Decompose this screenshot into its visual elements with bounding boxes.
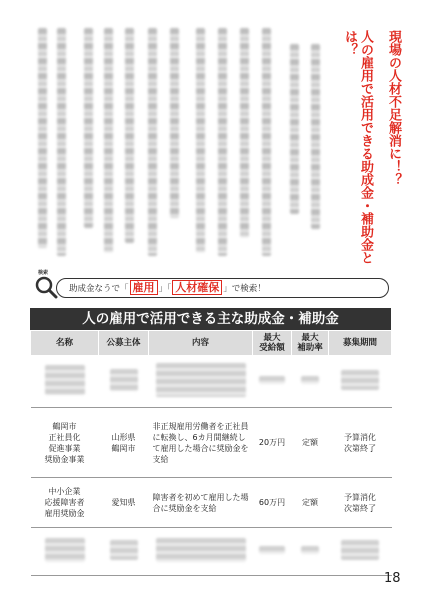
subsidy-table (30, 330, 392, 576)
row-rate: 定額 (292, 478, 329, 528)
row-content: 障害者を初めて雇用した場合に奨励金を支給 (149, 478, 253, 528)
magnifier-icon (34, 275, 58, 299)
search-banner (30, 269, 392, 303)
row-org: 山形県 鶴岡市 (99, 408, 149, 478)
table-header-row (31, 331, 392, 356)
col-header-period: 募集期間 (329, 331, 392, 356)
row-amount: 20万円 (253, 408, 292, 478)
row-period: 予算消化 次第終了 (329, 408, 392, 478)
col-header-org: 公募主体 (99, 331, 149, 356)
col-header-amount: 最大 受給額 (253, 331, 292, 356)
table-row (31, 408, 392, 478)
search-badge: 検索 (38, 270, 49, 276)
row-content: 非正規雇用労働者を正社員に転換し、6カ月間継続して雇用した場合に奨励金を支給 (149, 408, 253, 478)
page-number: 18 (384, 571, 401, 586)
col-header-rate: 最大 補助率 (292, 331, 329, 356)
table-row (31, 478, 392, 528)
table-row-blurred (31, 356, 392, 408)
keyword-jinzai: 人材確保 (172, 280, 222, 295)
col-header-name: 名称 (31, 331, 99, 356)
row-name: 鶴岡市 正社員化 促進事業 奨励金事業 (31, 408, 99, 478)
search-phrase: 助成金なうで「 雇用 」「 人材確保 」で検索！ (56, 278, 389, 298)
row-period: 予算消化 次第終了 (329, 478, 392, 528)
table-row-blurred (31, 528, 392, 576)
col-header-content: 内容 (149, 331, 253, 356)
row-amount: 60万円 (253, 478, 292, 528)
row-name: 中小企業 応援障害者 雇用奨励金 (31, 478, 99, 528)
table-title: 人の雇用で活用できる主な助成金・補助金 (30, 308, 391, 330)
headline-line1: 現場の人材不足解消に！？ (386, 30, 401, 186)
keyword-koyou: 雇用 (130, 280, 158, 295)
row-org: 愛知県 (99, 478, 149, 528)
headline-line2: 人の雇用で活用できる助成金・補助金とは？ (342, 30, 373, 264)
row-rate: 定額 (292, 408, 329, 478)
